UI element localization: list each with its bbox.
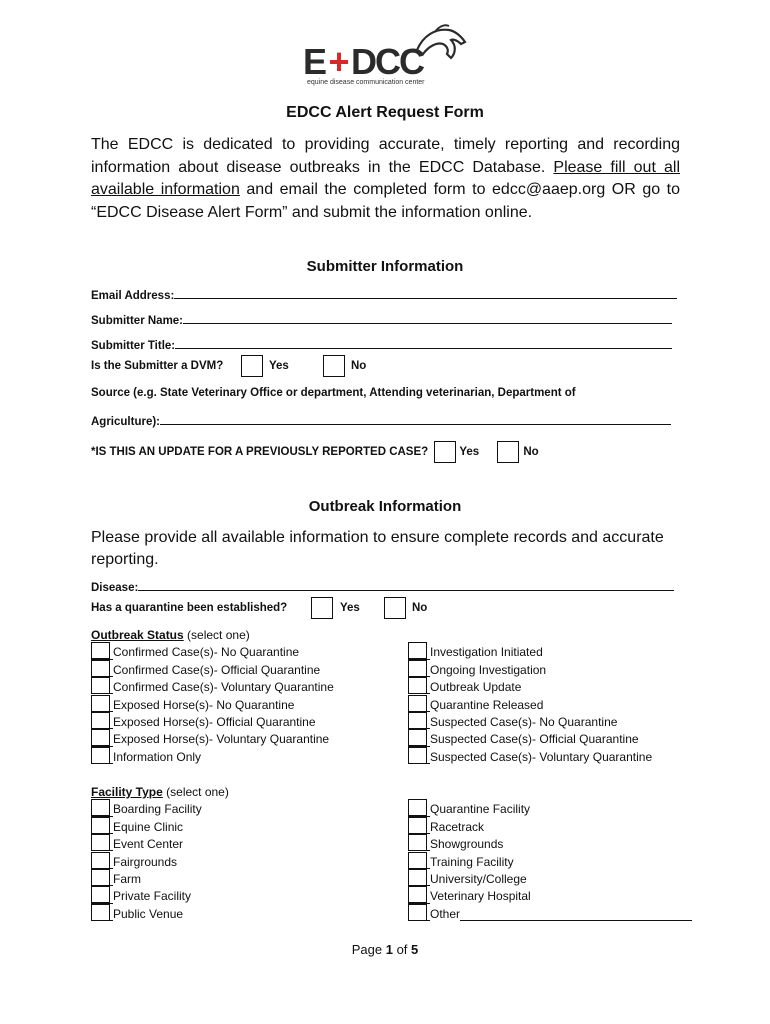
status-option[interactable]: Investigation Initiated bbox=[408, 642, 652, 659]
facility-option[interactable]: Event Center bbox=[91, 834, 202, 851]
status-checkbox[interactable] bbox=[408, 660, 427, 677]
facility-checkbox[interactable] bbox=[408, 904, 427, 921]
status-option[interactable]: Confirmed Case(s)- Voluntary Quarantine bbox=[91, 677, 334, 694]
status-option[interactable]: Quarantine Released bbox=[408, 694, 652, 711]
status-checkbox[interactable] bbox=[408, 712, 427, 729]
outbreak-status-title: Outbreak Status (select one) bbox=[91, 628, 250, 642]
facility-option[interactable]: Racetrack bbox=[408, 816, 692, 833]
facility-checkbox[interactable] bbox=[408, 817, 427, 834]
status-checkbox[interactable] bbox=[91, 660, 110, 677]
status-checkbox[interactable] bbox=[408, 729, 427, 746]
logo-tagline: equine disease communication center bbox=[307, 79, 425, 86]
outbreak-heading: Outbreak Information bbox=[308, 498, 462, 515]
form-title: EDCC Alert Request Form bbox=[286, 104, 484, 121]
source-label-line1: Source (e.g. State Veterinary Office or department, Attending veterinarian, Department of bbox=[91, 387, 576, 399]
facility-option[interactable]: Fairgrounds bbox=[91, 851, 202, 868]
facility-checkbox[interactable] bbox=[408, 834, 427, 851]
status-checkbox[interactable] bbox=[91, 747, 110, 764]
logo-wordmark: E+DCC bbox=[303, 41, 424, 82]
status-option[interactable]: Exposed Horse(s)- No Quarantine bbox=[91, 694, 334, 711]
facility-option[interactable]: Training Facility bbox=[408, 851, 692, 868]
quarantine-question-row: Has a quarantine been established? Yes No bbox=[91, 597, 427, 619]
facility-option[interactable]: Boarding Facility bbox=[91, 799, 202, 816]
facility-checkbox[interactable] bbox=[91, 799, 110, 816]
status-checkbox[interactable] bbox=[408, 695, 427, 712]
facility-checkbox[interactable] bbox=[408, 852, 427, 869]
status-option[interactable]: Information Only bbox=[91, 746, 334, 763]
facility-checkbox[interactable] bbox=[408, 799, 427, 816]
facility-option[interactable]: Public Venue bbox=[91, 903, 202, 920]
email-line[interactable] bbox=[174, 287, 677, 299]
submitter-heading: Submitter Information bbox=[306, 258, 464, 275]
update-yes-checkbox[interactable] bbox=[434, 441, 456, 463]
facility-option[interactable]: Veterinary Hospital bbox=[408, 886, 692, 903]
disease-line[interactable] bbox=[138, 579, 674, 591]
source-line[interactable] bbox=[160, 413, 671, 425]
email-field[interactable]: Email Address: bbox=[91, 287, 677, 302]
status-checkbox[interactable] bbox=[408, 677, 427, 694]
facility-option[interactable]: Equine Clinic bbox=[91, 816, 202, 833]
status-option[interactable]: Outbreak Update bbox=[408, 677, 652, 694]
status-option[interactable]: Confirmed Case(s)- No Quarantine bbox=[91, 642, 334, 659]
status-list-right bbox=[408, 642, 652, 764]
quarantine-no-checkbox[interactable] bbox=[384, 597, 406, 619]
facility-checkbox[interactable] bbox=[408, 869, 427, 886]
facility-checkbox[interactable] bbox=[91, 817, 110, 834]
facility-option[interactable]: University/College bbox=[408, 869, 692, 886]
status-option[interactable]: Suspected Case(s)- Official Quarantine bbox=[408, 729, 652, 746]
facility-checkbox[interactable] bbox=[91, 852, 110, 869]
facility-checkbox[interactable] bbox=[408, 886, 427, 903]
title-line[interactable] bbox=[175, 337, 672, 349]
status-option[interactable]: Exposed Horse(s)- Voluntary Quarantine bbox=[91, 729, 334, 746]
facility-option[interactable]: Farm bbox=[91, 869, 202, 886]
facility-checkbox[interactable] bbox=[91, 834, 110, 851]
facility-option[interactable]: Private Facility bbox=[91, 886, 202, 903]
quarantine-yes-checkbox[interactable] bbox=[311, 597, 333, 619]
submitter-title-field[interactable]: Submitter Title: bbox=[91, 337, 672, 352]
status-checkbox[interactable] bbox=[91, 642, 110, 659]
update-question-row: *IS THIS AN UPDATE FOR A PREVIOUSLY REPORTED CASE? Yes No bbox=[91, 441, 539, 463]
status-checkbox[interactable] bbox=[408, 642, 427, 659]
status-checkbox[interactable] bbox=[91, 677, 110, 694]
status-option[interactable]: Exposed Horse(s)- Official Quarantine bbox=[91, 712, 334, 729]
status-option[interactable]: Confirmed Case(s)- Official Quarantine bbox=[91, 659, 334, 676]
facility-checkbox[interactable] bbox=[91, 869, 110, 886]
status-list-left bbox=[91, 642, 334, 764]
facility-list-right bbox=[408, 799, 692, 921]
submitter-name-field[interactable]: Submitter Name: bbox=[91, 312, 672, 327]
status-checkbox[interactable] bbox=[91, 729, 110, 746]
logo-cross: + bbox=[328, 41, 348, 82]
facility-checkbox[interactable] bbox=[91, 904, 110, 921]
edcc-logo bbox=[303, 24, 468, 90]
facility-checkbox[interactable] bbox=[91, 886, 110, 903]
other-facility-line[interactable] bbox=[460, 909, 692, 921]
dvm-question-row: Is the Submitter a DVM? Yes No bbox=[91, 355, 366, 377]
status-checkbox[interactable] bbox=[91, 712, 110, 729]
page-footer: Page 1 of 5 bbox=[351, 942, 419, 957]
status-option[interactable]: Suspected Case(s)- No Quarantine bbox=[408, 712, 652, 729]
facility-list-left bbox=[91, 799, 202, 921]
status-checkbox[interactable] bbox=[91, 695, 110, 712]
facility-option[interactable]: Quarantine Facility bbox=[408, 799, 692, 816]
status-option[interactable]: Ongoing Investigation bbox=[408, 659, 652, 676]
facility-type-title: Facility Type (select one) bbox=[91, 785, 229, 799]
source-field[interactable]: Agriculture): bbox=[91, 413, 671, 428]
dvm-no-checkbox[interactable] bbox=[323, 355, 345, 377]
intro-paragraph: The EDCC is dedicated to providing accurate, timely reporting and recording information about disease outbreaks in the EDCC Database. Please fill out all available information and email the completed form to edcc@aaep.org OR go to “EDCC Disease Alert Form” and submit the information online. bbox=[91, 136, 681, 221]
dvm-yes-checkbox[interactable] bbox=[241, 355, 263, 377]
name-line[interactable] bbox=[183, 312, 672, 324]
disease-field[interactable]: Disease: bbox=[91, 579, 674, 594]
update-no-checkbox[interactable] bbox=[497, 441, 519, 463]
facility-option[interactable]: Showgrounds bbox=[408, 834, 692, 851]
outbreak-paragraph: Please provide all available information to ensure complete records and accurate reporting. bbox=[91, 529, 664, 568]
status-checkbox[interactable] bbox=[408, 747, 427, 764]
facility-option[interactable]: Other bbox=[408, 903, 692, 920]
intro-underlined-text: Please fill out all available information bbox=[91, 158, 680, 198]
status-option[interactable]: Suspected Case(s)- Voluntary Quarantine bbox=[408, 746, 652, 763]
